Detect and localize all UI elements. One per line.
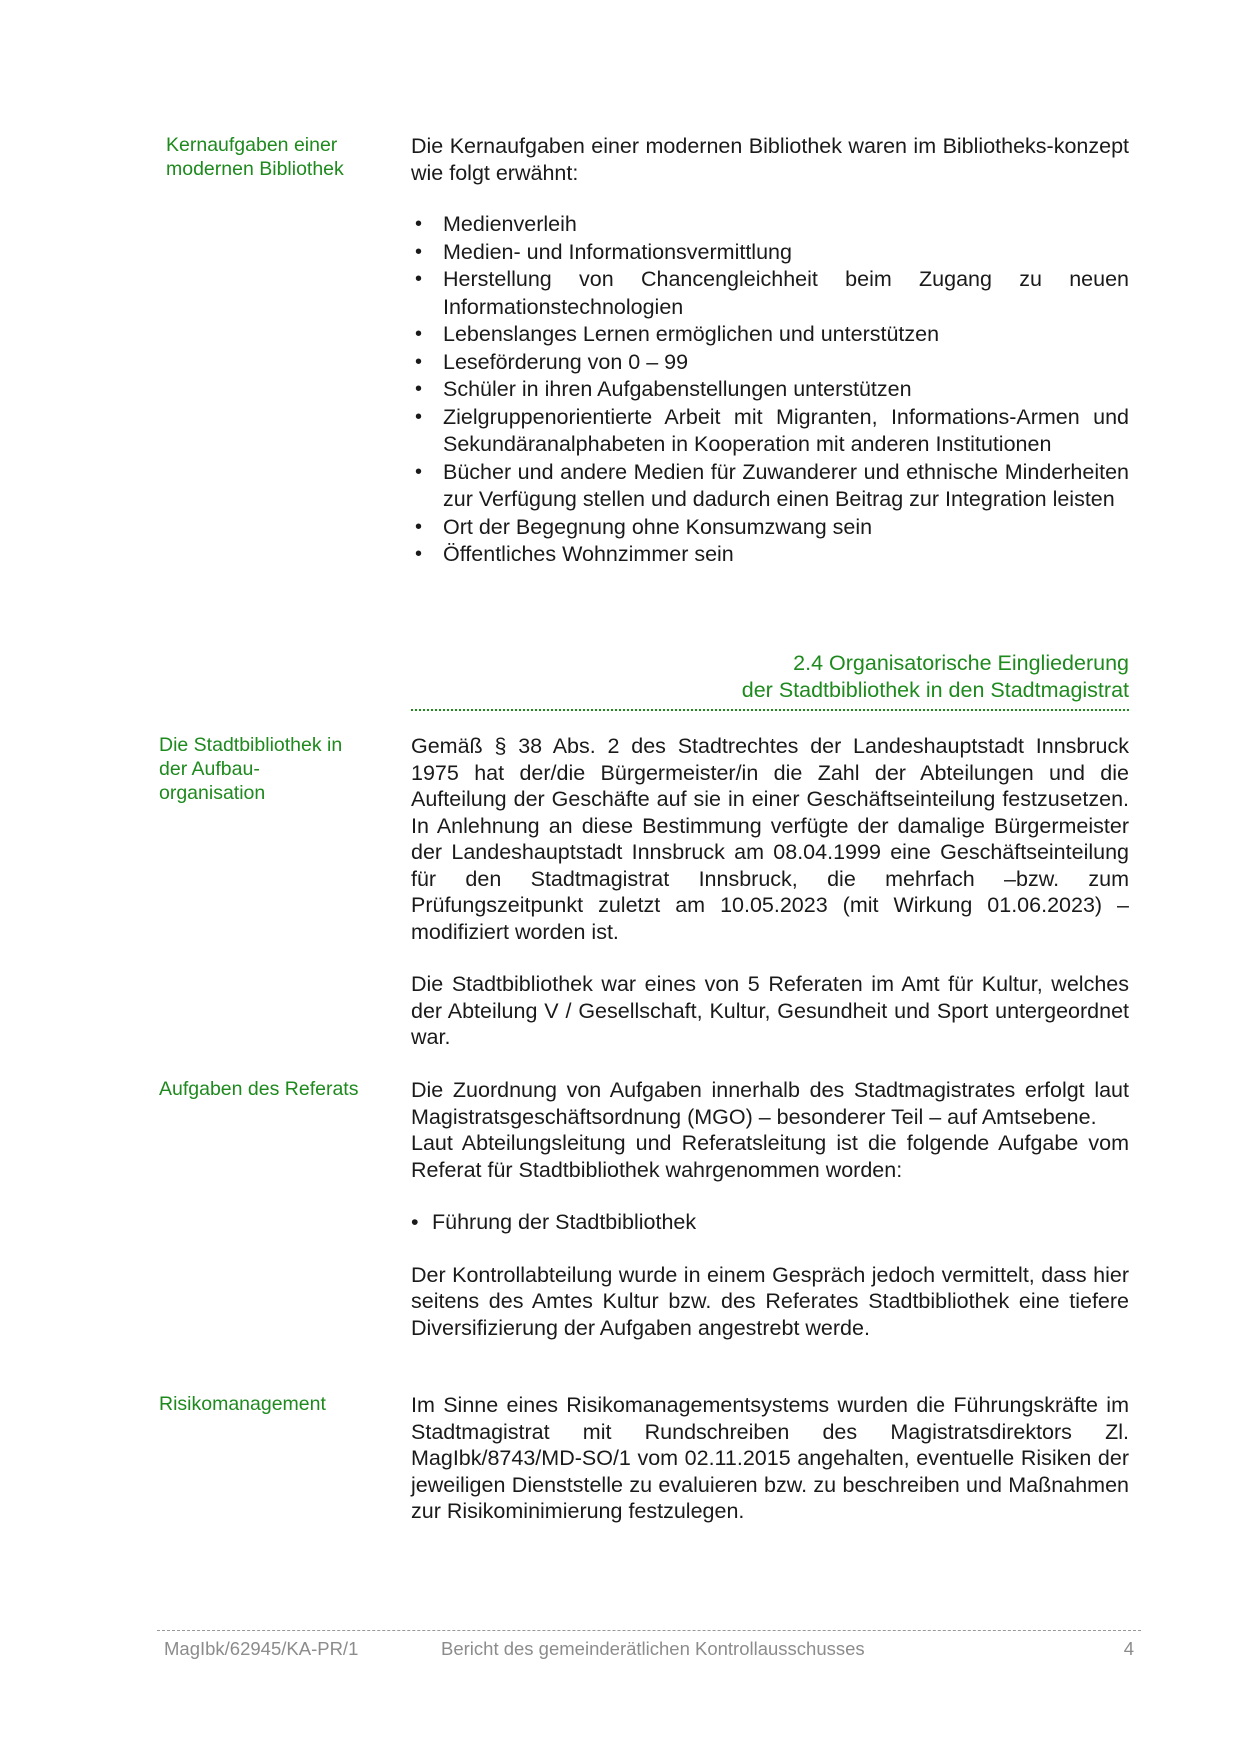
aufbau-paragraph-2: Die Stadtbibliothek war eines von 5 Referaten im Amt für Kultur, welches der Abteilung V / Gesellschaft, Kultur, Gesundheit und Sport untergeordnet war. — [411, 972, 1129, 1049]
list-item: • Zielgruppenorientierte Arbeit mit Migranten, Informations-Armen und Sekundäranalphabeten in Kooperation mit anderen Institutionen — [415, 404, 1129, 456]
list-item: • Ort der Begegnung ohne Konsumzwang sein — [411, 514, 1129, 542]
list-item: • Bücher und andere Medien für Zuwanderer und ethnische Minderheiten zur Verfügung stellen und dadurch einen Beitrag zur Integration leisten — [415, 459, 1129, 511]
section-heading-line2: der Stadtbibliothek in den Stadtmagistrat — [741, 678, 1129, 702]
bullet-icon: • — [415, 460, 423, 483]
footer-title: Bericht des gemeinderätlichen Kontrollausschusses — [441, 1638, 865, 1659]
list-item: • Öffentliches Wohnzimmer sein — [411, 541, 1129, 569]
bullet-icon: • — [415, 240, 423, 263]
section-heading-line1: 2.4 Organisatorische Eingliederung — [793, 651, 1129, 675]
list-item: • Herstellung von Chancengleichheit beim Zugang zu neuen Informationstechnologien — [415, 267, 1129, 319]
referat-bullet-item: • Führung der Stadtbibliothek — [411, 1210, 697, 1234]
bullet-icon: • — [415, 323, 423, 345]
section-kernaufgaben — [411, 133, 1129, 569]
referat-paragraph-1: Die Zuordnung von Aufgaben innerhalb des Stadtmagistrates erfolgt laut Magistratsgeschäftsordnung (MGO) – besonderer Teil – auf Amtsebene. — [411, 1078, 1129, 1129]
margin-note-risikomanagement: Risikomanagement — [159, 1393, 326, 1415]
list-item: • Medien- und Informationsvermittlung — [411, 239, 1129, 267]
margin-note-aufbauorganisation: Die Stadtbibliothek in der Aufbau-organisation — [159, 734, 343, 804]
margin-note-aufgaben-referat: Aufgaben des Referats — [159, 1078, 359, 1100]
page-number: 4 — [1123, 1638, 1134, 1659]
bullet-icon: • — [415, 405, 423, 428]
bullet-icon: • — [415, 378, 423, 400]
margin-note-kernaufgaben: Kernaufgaben einer modernen Bibliothek — [166, 134, 344, 180]
kernaufgaben-list — [411, 211, 1129, 569]
kernaufgaben-intro: Die Kernaufgaben einer modernen Bibliothek waren im Bibliotheks-konzept wie folgt erwähnt: — [411, 134, 1129, 185]
section-aufbauorganisation — [411, 733, 1129, 1051]
footer-divider — [157, 1630, 1141, 1631]
bullet-icon: • — [415, 543, 423, 565]
aufbau-paragraph-1: Gemäß § 38 Abs. 2 des Stadtrechtes der Landeshauptstadt Innsbruck 1975 hat der/die Bürgermeister/in die Zahl der Abteilungen und die Aufteilung der Geschäfte auf sie in einer Geschäftseinteilung festzusetzen. In Anlehnung an diese Bestimmung verfügte der damalige Bürgermeister der Landeshauptstadt Innsbruck am 08.04.1999 eine Geschäftseinteilung für den Stadtmagistrat Innsbruck, die mehrfach –bzw. zum Prüfungszeitpunkt zuletzt am 10.05.2023 (mit Wirkung 01.06.2023) – modifiziert worden ist. — [411, 734, 1129, 944]
footer-reference: MagIbk/62945/KA-PR/1 — [164, 1638, 359, 1659]
risiko-paragraph-1: Im Sinne eines Risikomanagementsystems wurden die Führungskräfte im Stadtmagistrat mit Rundschreiben des Magistratsdirektors Zl. MagIbk/8743/MD-SO/1 vom 02.11.2015 angehalten, eventuelle Risiken der jeweiligen Dienststelle zu evaluieren bzw. zu beschreiben und Maßnahmen zur Risikominimierung festzulegen. — [411, 1393, 1129, 1523]
section-divider — [411, 709, 1129, 711]
list-item: • Lebenslanges Lernen ermöglichen und unterstützen — [411, 321, 1129, 349]
bullet-icon: • — [415, 268, 423, 290]
list-item: • Schüler in ihren Aufgabenstellungen unterstützen — [411, 376, 1129, 404]
section-aufgaben-referat — [411, 1077, 1129, 1341]
bullet-icon: • — [411, 1210, 419, 1234]
section-heading — [411, 650, 1129, 704]
referat-paragraph-2: Laut Abteilungsleitung und Referatsleitung ist die folgende Aufgabe vom Referat für Stadtbibliothek wahrgenommen worden: — [411, 1131, 1129, 1182]
bullet-icon: • — [415, 213, 423, 235]
referat-paragraph-3: Der Kontrollabteilung wurde in einem Gespräch jedoch vermittelt, dass hier seitens des Amtes Kultur bzw. des Referates Stadtbibliothek eine tiefere Diversifizierung der Aufgaben angestrebt werde. — [411, 1262, 1129, 1340]
section-risikomanagement — [411, 1392, 1129, 1525]
bullet-icon: • — [415, 515, 423, 538]
bullet-icon: • — [415, 350, 423, 373]
list-item: • Leseförderung von 0 – 99 — [411, 349, 1129, 377]
list-item: • Medienverleih — [411, 211, 1129, 239]
